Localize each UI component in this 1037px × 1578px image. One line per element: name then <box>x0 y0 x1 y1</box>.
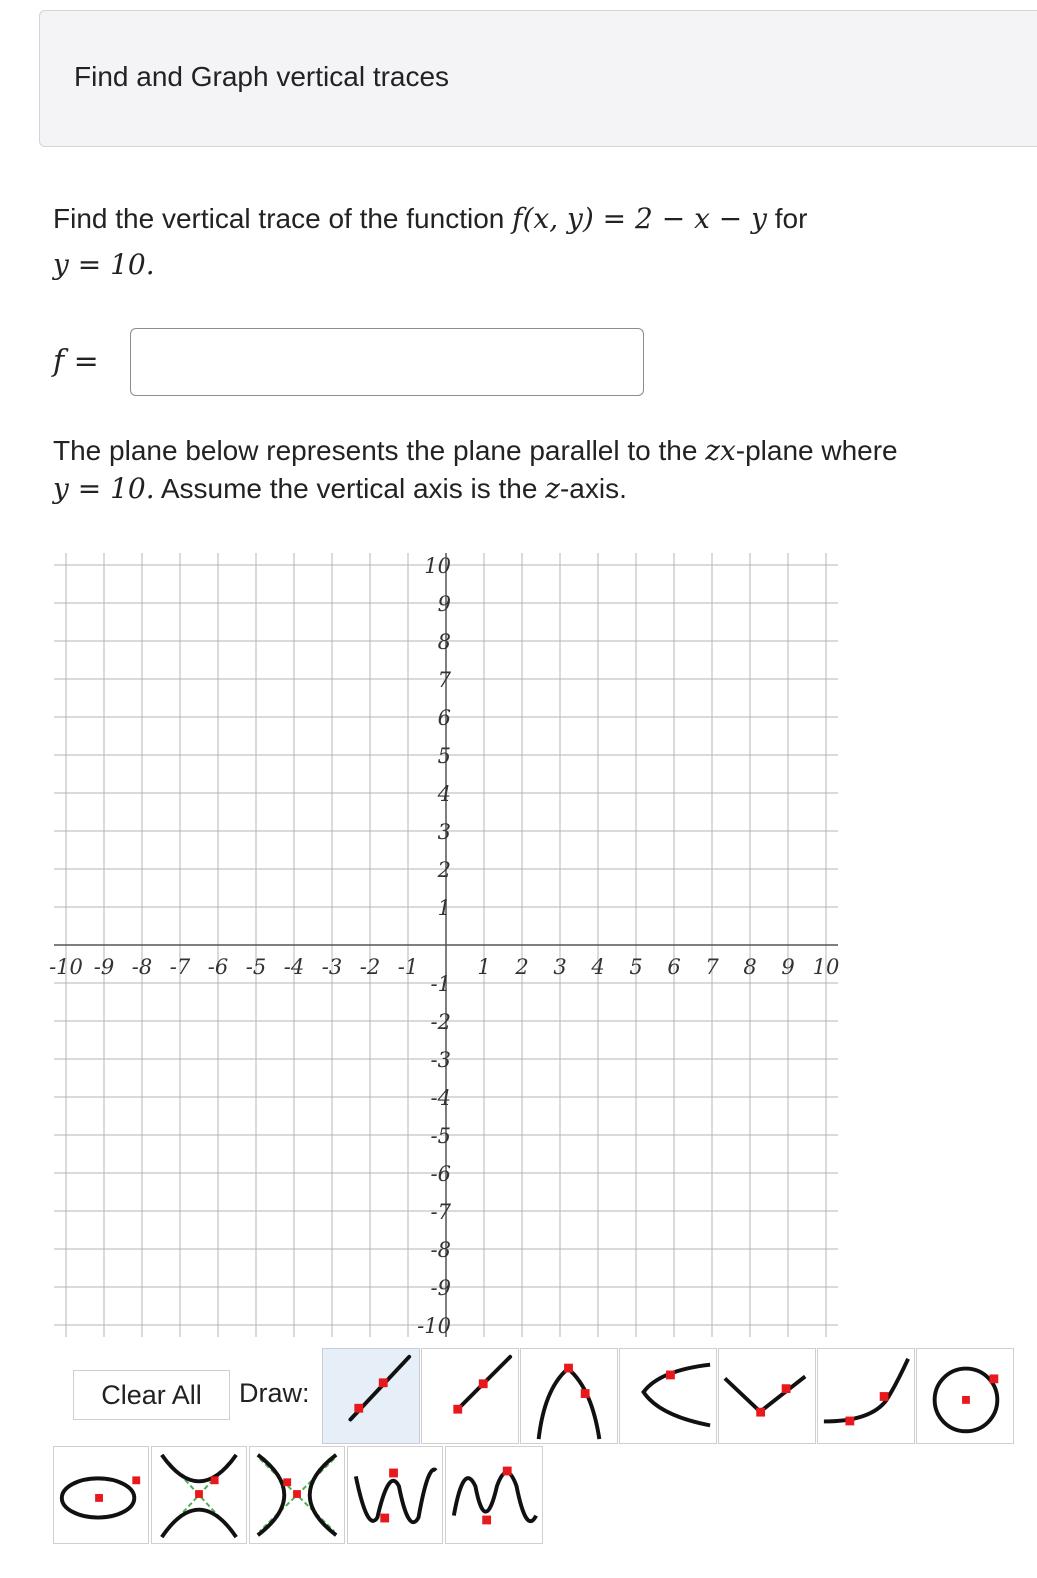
x-tick-label: -10 <box>49 955 83 979</box>
x-tick-label: -4 <box>283 955 305 979</box>
x-tick-label: -2 <box>359 955 381 979</box>
ellipse-tool-button[interactable] <box>53 1446 149 1544</box>
line-tool-icon <box>323 1349 419 1443</box>
sine-tool-icon <box>348 1447 442 1543</box>
z-tick-label: -1 <box>430 972 451 996</box>
plane-name: zx <box>705 434 736 467</box>
circle-tool-icon <box>917 1349 1013 1443</box>
x-tick-label: 10 <box>812 955 840 979</box>
x-tick-label: 8 <box>743 955 757 979</box>
x-tick-label: 6 <box>667 955 681 979</box>
plane-text-4: -axis. <box>559 473 627 504</box>
coordinate-plane[interactable] <box>46 545 846 1345</box>
page-title: Find and Graph vertical traces <box>74 61 450 92</box>
question-text <box>53 196 1013 288</box>
answer-input[interactable] <box>130 328 644 396</box>
line-tool-button[interactable] <box>322 1348 420 1444</box>
x-tick-label: 4 <box>591 955 605 979</box>
ellipse-tool-icon <box>54 1447 148 1543</box>
z-tick-label: 2 <box>437 858 451 882</box>
plane-text-3: Assume the vertical axis is the <box>154 473 546 504</box>
exponential-tool-button[interactable] <box>817 1348 915 1444</box>
question-condition: y = 10. <box>53 248 155 281</box>
hyperbola-horizontal-tool-button[interactable] <box>249 1446 345 1544</box>
x-tick-label: -5 <box>245 955 267 979</box>
hyperbola-vertical-tool-button[interactable] <box>151 1446 247 1544</box>
x-tick-label: -7 <box>169 955 191 979</box>
z-tick-label: 10 <box>424 554 451 578</box>
z-tick-label: 5 <box>437 744 451 768</box>
draw-label: Draw: <box>239 1378 310 1408</box>
hyperbola-vertical-tool-icon <box>152 1447 246 1543</box>
z-tick-label: -5 <box>430 1124 451 1148</box>
x-tick-label: -1 <box>397 955 419 979</box>
ray-tool-icon <box>422 1349 518 1443</box>
sine-tool-button[interactable] <box>347 1446 443 1544</box>
question-intro: Find the vertical trace of the function <box>53 203 513 234</box>
x-tick-label: -9 <box>93 955 115 979</box>
header-panel <box>39 10 1037 147</box>
plane-text-1: The plane below represents the plane parallel to the <box>53 435 706 466</box>
z-tick-label: 8 <box>437 630 451 654</box>
z-tick-label: -4 <box>430 1086 451 1110</box>
x-tick-label: 9 <box>781 955 795 979</box>
parabola-tool-button[interactable] <box>520 1348 618 1444</box>
x-tick-label: 2 <box>515 955 529 979</box>
exponential-tool-icon <box>818 1349 914 1443</box>
hyperbola-horizontal-tool-icon <box>250 1447 344 1543</box>
plane-condition: y = 10. <box>53 472 155 505</box>
question-for: for <box>766 203 808 234</box>
z-tick-label: -8 <box>430 1238 451 1262</box>
z-tick-label: 4 <box>437 782 451 806</box>
function-expression: f(x, y) = 2 − x − y <box>512 202 767 235</box>
absolute-value-tool-button[interactable] <box>718 1348 816 1444</box>
plane-description <box>53 432 1013 508</box>
answer-label: f = <box>53 344 99 379</box>
z-tick-label: -2 <box>430 1010 451 1034</box>
plane-text-2: -plane where <box>735 435 898 466</box>
horizontal-parabola-tool-icon <box>620 1349 716 1443</box>
z-tick-label: -9 <box>430 1276 451 1300</box>
x-tick-label: -8 <box>131 955 153 979</box>
parabola-tool-icon <box>521 1349 617 1443</box>
clear-all-button[interactable]: Clear All <box>73 1370 230 1420</box>
x-tick-label: 1 <box>477 955 491 979</box>
x-tick-label: -3 <box>321 955 343 979</box>
horizontal-parabola-tool-button[interactable] <box>619 1348 717 1444</box>
cosine-tool-icon <box>446 1447 542 1543</box>
cosine-tool-button[interactable] <box>445 1446 543 1544</box>
z-tick-label: -3 <box>430 1048 451 1072</box>
x-tick-label: 7 <box>705 955 719 979</box>
z-tick-label: -10 <box>417 1314 451 1338</box>
z-tick-label: 3 <box>437 820 451 844</box>
ray-tool-button[interactable] <box>421 1348 519 1444</box>
x-tick-label: -6 <box>207 955 229 979</box>
z-tick-label: 1 <box>437 896 451 920</box>
absolute-value-tool-icon <box>719 1349 815 1443</box>
z-tick-label: 7 <box>437 668 451 692</box>
x-tick-label: 5 <box>629 955 643 979</box>
z-tick-label: -7 <box>430 1200 451 1224</box>
circle-tool-button[interactable] <box>916 1348 1014 1444</box>
z-tick-label: -6 <box>430 1162 451 1186</box>
axis-name: z <box>545 472 560 505</box>
z-tick-label: 9 <box>437 592 451 616</box>
z-tick-label: 6 <box>437 706 451 730</box>
x-tick-label: 3 <box>553 955 567 979</box>
